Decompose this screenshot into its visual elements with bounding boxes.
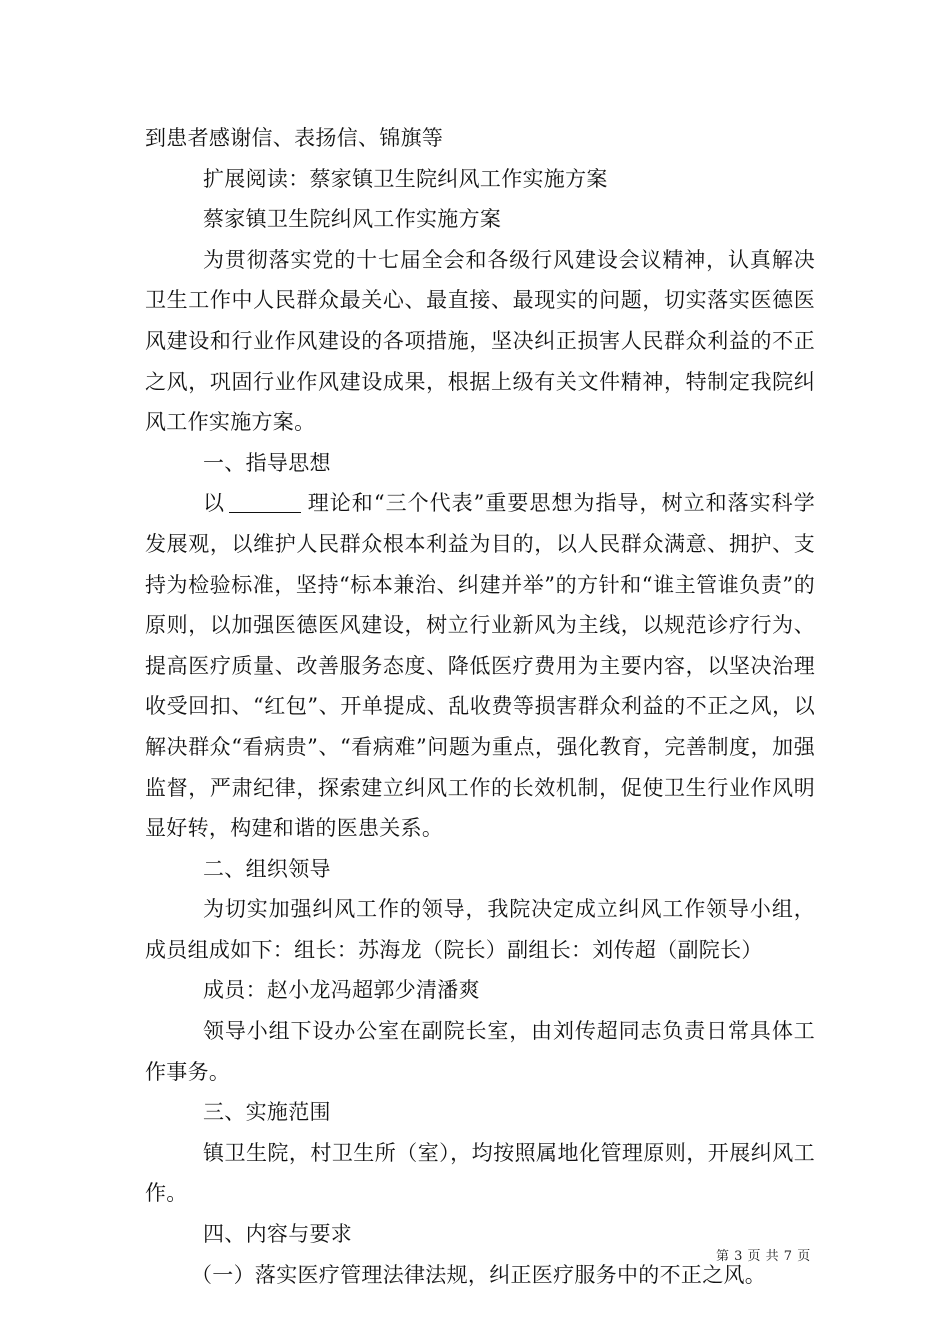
document-title: 蔡家镇卫生院纠风工作实施方案 (203, 207, 502, 232)
section-heading-content: 四、内容与要求 (203, 1222, 353, 1247)
section-heading-organization: 二、组织领导 (203, 856, 331, 881)
document-body (145, 118, 815, 1295)
subsection-heading-1: （一）落实医疗管理法律法规，纠正医疗服务中的不正之风。 (191, 1262, 767, 1287)
extended-reading-line: 扩展阅读：蔡家镇卫生院纠风工作实施方案 (203, 166, 608, 191)
guiding-thought-prefix: 以 (203, 491, 226, 516)
paragraph-continuation: 到患者感谢信、表扬信、锦旗等 (145, 126, 444, 150)
page-number: 第 3 页 共 7 页 (716, 1249, 811, 1264)
scope-paragraph: 镇卫生院，村卫生所（室），均按照属地化管理原则，开展纠风工作。 (145, 1140, 815, 1206)
section-heading-scope: 三、实施范围 (203, 1100, 331, 1125)
office-paragraph: 领导小组下设办公室在副院长室，由刘传超同志负责日常具体工作事务。 (145, 1019, 815, 1084)
organization-paragraph: 为切实加强纠风工作的领导，我院决定成立纠风工作领导小组，成员组成如下：组长：苏海龙（院长）副组长：刘传超（副院长） (145, 897, 815, 962)
redacted-blank (229, 490, 301, 513)
members-line: 成员：赵小龙冯超郭少清潘爽 (203, 978, 480, 1003)
guiding-thought-paragraph (145, 483, 815, 848)
section-heading-guiding-thought: 一、指导思想 (203, 450, 331, 475)
guiding-thought-text: 理论和“三个代表”重要思想为指导，树立和落实科学发展观，以维护人民群众根本利益为目的，以人民群众满意、拥护、支持为检验标准，坚持“标本兼治、纠建并举”的方针和“谁主管谁负责”的原则，以加强医德医风建设，树立行业新风为主线，以规范诊疗行为、提高医疗质量、改善服务态度、降低医疗费用为主要内容，以坚决治理收受回扣、“红包”、开单提成、乱收费等损害群众利益的不正之风，以解决群众“看病贵”、“看病难”问题为重点，强化教育，完善制度，加强监督，严肃纪律，探索建立纠风工作的长效机制，促使卫生行业作风明显好转，构建和谐的医患关系。 (145, 491, 815, 841)
intro-paragraph: 为贯彻落实党的十七届全会和各级行风建设会议精神，认真解决卫生工作中人民群众最关心、最直接、最现实的问题，切实落实医德医风建设和行业作风建设的各项措施，坚决纠正损害人民群众利益的不正之风，巩固行业作风建设成果，根据上级有关文件精神，特制定我院纠风工作实施方案。 (145, 247, 815, 435)
